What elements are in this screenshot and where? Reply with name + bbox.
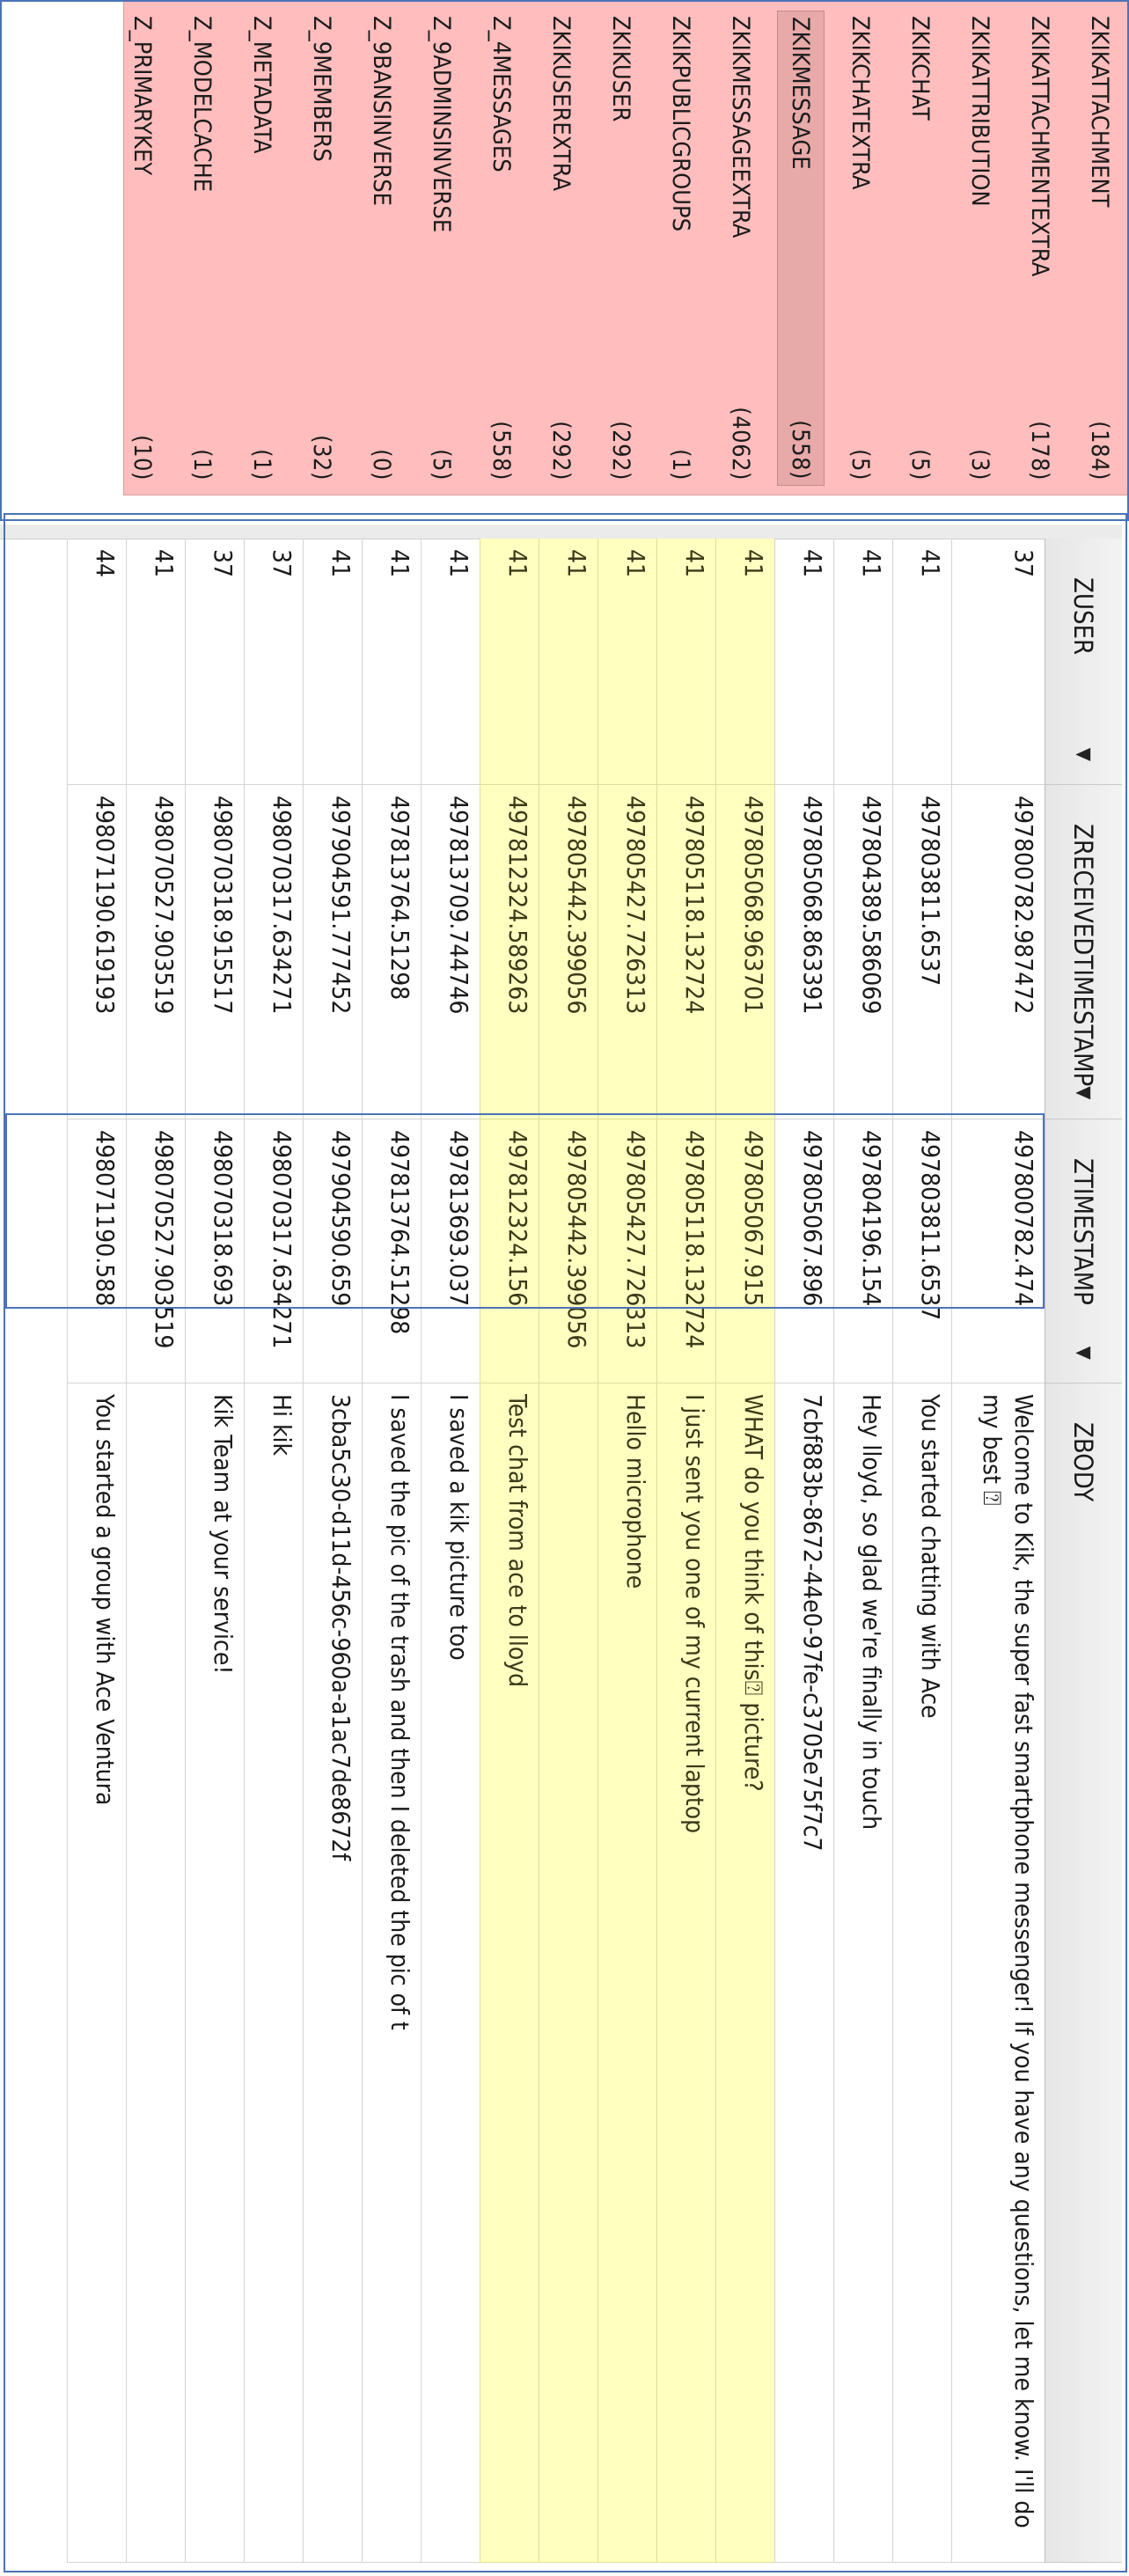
- table-cell-body[interactable]: 3cba5c30-d11d-456c-960a-a1ac7de8672f: [303, 1383, 362, 2563]
- table-cell-body[interactable]: You started a group with Ace Ventura: [67, 1383, 126, 2563]
- table-cell-timestamp[interactable]: 497800782.474: [951, 1119, 1045, 1383]
- table-cell-user[interactable]: 41: [362, 539, 421, 785]
- table-cell-received[interactable]: 497805442.399056: [539, 785, 597, 1119]
- table-cell-timestamp[interactable]: 497805442.399056: [539, 1119, 597, 1383]
- table-cell-timestamp[interactable]: 497805427.726313: [597, 1119, 656, 1383]
- table-name: Z_9ADMINSINVERSE: [428, 16, 456, 233]
- table-list-item[interactable]: [717, 11, 765, 486]
- table-row-count: (558): [787, 420, 815, 480]
- table-cell-timestamp[interactable]: 497904590.659: [303, 1119, 362, 1383]
- table-row-count: (292): [607, 421, 635, 481]
- table-cell-timestamp[interactable]: 497805118.132724: [656, 1119, 715, 1383]
- table-cell-received[interactable]: 497813764.51298: [362, 785, 421, 1119]
- table-list-item[interactable]: [777, 11, 825, 486]
- table-list-item[interactable]: [119, 11, 166, 486]
- table-cell-user[interactable]: 37: [951, 539, 1045, 785]
- table-row-count: (5): [847, 449, 875, 481]
- filter-dropdown-icon[interactable]: ▼: [1073, 1346, 1095, 1360]
- table-cell-user[interactable]: 37: [185, 539, 244, 785]
- table-name: ZKIKCHAT: [906, 16, 935, 121]
- table-name: ZKIKMESSAGE: [787, 17, 815, 170]
- column-header-label: ZRECEIVEDTIMESTAMP: [1068, 824, 1099, 1087]
- table-cell-user[interactable]: 41: [303, 539, 362, 785]
- table-cell-received[interactable]: 497813709.744746: [421, 785, 480, 1119]
- table-cell-received[interactable]: 497812324.589263: [480, 785, 539, 1119]
- table-name: ZKIKATTACHMENTEXTRA: [1026, 16, 1054, 277]
- column-header-label: ZBODY: [1068, 1422, 1099, 1502]
- table-cell-body[interactable]: [539, 1383, 597, 2563]
- table-cell-timestamp[interactable]: 497805067.915: [715, 1119, 774, 1383]
- column-header[interactable]: [1045, 785, 1122, 1119]
- table-list-item[interactable]: [358, 11, 406, 486]
- table-name: ZKIKATTRIBUTION: [966, 16, 994, 207]
- column-header[interactable]: [1045, 1119, 1122, 1383]
- table-list-item[interactable]: [298, 11, 346, 486]
- table-name: ZKIKATTACHMENT: [1086, 16, 1114, 208]
- table-row-count: (184): [1086, 421, 1114, 481]
- table-cell-user[interactable]: 41: [539, 539, 597, 785]
- table-name: Z_4MESSAGES: [488, 16, 516, 172]
- table-cell-received[interactable]: 498070317.634271: [244, 785, 303, 1119]
- table-row-count: (292): [547, 421, 575, 481]
- table-list-item[interactable]: [538, 11, 585, 486]
- table-cell-user[interactable]: 41: [480, 539, 539, 785]
- table-cell-body[interactable]: I saved a kik picture too: [421, 1383, 480, 2563]
- table-cell-body[interactable]: Test chat from ace to lloyd: [480, 1383, 539, 2563]
- data-grid: [0, 525, 1129, 2576]
- table-cell-timestamp[interactable]: 497813764.51298: [362, 1119, 421, 1383]
- table-cell-user[interactable]: 44: [67, 539, 126, 785]
- filter-dropdown-icon[interactable]: ▼: [1073, 1086, 1095, 1100]
- table-row-count: (5): [906, 449, 935, 481]
- table-cell-body[interactable]: I just sent you one of my current laptop: [656, 1383, 715, 2563]
- table-cell-user[interactable]: 41: [833, 539, 892, 785]
- table-name: ZKIKUSEREXTRA: [547, 16, 575, 192]
- table-cell-user[interactable]: 41: [715, 539, 774, 785]
- table-list-item[interactable]: [837, 11, 884, 486]
- table-row-count: (5): [428, 449, 456, 481]
- table-name: Z_9BANSINVERSE: [368, 16, 396, 207]
- table-list-item[interactable]: [478, 11, 525, 486]
- table-cell-body[interactable]: WHAT do you think of this⍰ picture?: [715, 1383, 774, 2563]
- table-cell-user[interactable]: 41: [892, 539, 951, 785]
- table-list-item[interactable]: [597, 11, 645, 486]
- table-list-panel: [0, 0, 1129, 521]
- table-cell-timestamp[interactable]: 497813693.037: [421, 1119, 480, 1383]
- table-list-item[interactable]: [897, 11, 944, 486]
- table-name: ZKIKUSER: [607, 16, 635, 122]
- table-cell-received[interactable]: 497804389.586069: [833, 785, 892, 1119]
- table-list-item[interactable]: [418, 11, 466, 486]
- table-cell-received[interactable]: 498071190.619193: [67, 785, 126, 1119]
- table-cell-received[interactable]: 497805068.963701: [715, 785, 774, 1119]
- table-row-count: (3): [966, 449, 994, 481]
- table-cell-user[interactable]: 41: [597, 539, 656, 785]
- table-list-item[interactable]: [957, 11, 1004, 486]
- table-list-item[interactable]: [238, 11, 286, 486]
- table-row-count: (1): [248, 449, 276, 481]
- table-cell-received[interactable]: 497805427.726313: [597, 785, 656, 1119]
- table-cell-body[interactable]: You started chatting with Ace: [892, 1383, 951, 2563]
- table-name: ZKIKPUBLICGROUPS: [667, 16, 695, 232]
- table-cell-user[interactable]: 41: [656, 539, 715, 785]
- table-cell-received[interactable]: 497904591.777452: [303, 785, 362, 1119]
- filter-dropdown-icon[interactable]: ▼: [1073, 747, 1095, 761]
- table-cell-body[interactable]: Hi kik: [244, 1383, 303, 2563]
- table-cell-body[interactable]: 7cbf883b-8672-44e0-97fe-c3705e75f7c7: [774, 1383, 833, 2563]
- table-cell-timestamp[interactable]: 497803811.6537: [892, 1119, 951, 1383]
- column-header[interactable]: [1045, 1383, 1122, 2563]
- table-cell-timestamp[interactable]: 498070317.634271: [244, 1119, 303, 1383]
- table-row-count: (32): [308, 435, 336, 481]
- table-row-count: (10): [128, 435, 157, 481]
- table-cell-user[interactable]: 41: [126, 539, 185, 785]
- table-cell-timestamp[interactable]: 498070318.693: [185, 1119, 244, 1383]
- table-name: Z_PRIMARYKEY: [128, 16, 157, 176]
- table-cell-timestamp[interactable]: 497805067.896: [774, 1119, 833, 1383]
- table-cell-timestamp[interactable]: 497804196.154: [833, 1119, 892, 1383]
- table-cell-timestamp[interactable]: 497812324.156: [480, 1119, 539, 1383]
- table-cell-received[interactable]: 497803811.6537: [892, 785, 951, 1119]
- table-row-count: (178): [1026, 421, 1054, 481]
- table-cell-body[interactable]: [126, 1383, 185, 2563]
- table-cell-received[interactable]: 497800782.987472: [951, 785, 1045, 1119]
- table-cell-body[interactable]: Kik Team at your service!: [185, 1383, 244, 2563]
- grid-gutter: [0, 525, 1122, 539]
- table-row-count: (0): [368, 449, 396, 481]
- table-cell-user[interactable]: 41: [421, 539, 480, 785]
- table-cell-received[interactable]: 498070318.915517: [185, 785, 244, 1119]
- column-header-label: ZTIMESTAMP: [1068, 1158, 1099, 1305]
- table-cell-body[interactable]: I saved the pic of the trash and then I deleted the pic of t: [362, 1383, 421, 2563]
- table-row-count: (1): [667, 449, 695, 481]
- table-name: ZKIKCHATEXTRA: [847, 16, 875, 190]
- table-cell-user[interactable]: 37: [244, 539, 303, 785]
- table-cell-timestamp[interactable]: 498071190.588: [67, 1119, 126, 1383]
- table-list-item[interactable]: [1076, 11, 1124, 486]
- column-header[interactable]: [1045, 539, 1122, 785]
- table-row-count: (4062): [727, 407, 755, 481]
- table-cell-received[interactable]: 497805068.863391: [774, 785, 833, 1119]
- table-cell-body[interactable]: Welcome to Kik, the super fast smartphone messenger! If you have any questions, let me know. I'll do my best ⍰: [951, 1383, 1045, 2563]
- column-header-label: ZUSER: [1068, 577, 1099, 656]
- table-cell-timestamp[interactable]: 498070527.903519: [126, 1119, 185, 1383]
- table-cell-user[interactable]: 41: [774, 539, 833, 785]
- table-name: ZKIKMESSAGEEXTRA: [727, 16, 755, 239]
- table-list-item[interactable]: [179, 11, 226, 486]
- table-list-item[interactable]: [1016, 11, 1064, 486]
- table-cell-received[interactable]: 498070527.903519: [126, 785, 185, 1119]
- table-list-item[interactable]: [657, 11, 705, 486]
- table-row-count: (558): [488, 421, 516, 481]
- table-cell-body[interactable]: Hello microphone: [597, 1383, 656, 2563]
- table-name: Z_METADATA: [248, 16, 276, 154]
- table-row-count: (1): [188, 449, 216, 481]
- table-cell-body[interactable]: Hey lloyd, so glad we're finally in touch: [833, 1383, 892, 2563]
- table-name: Z_9MEMBERS: [308, 16, 336, 162]
- table-name: Z_MODELCACHE: [188, 16, 216, 193]
- table-cell-received[interactable]: 497805118.132724: [656, 785, 715, 1119]
